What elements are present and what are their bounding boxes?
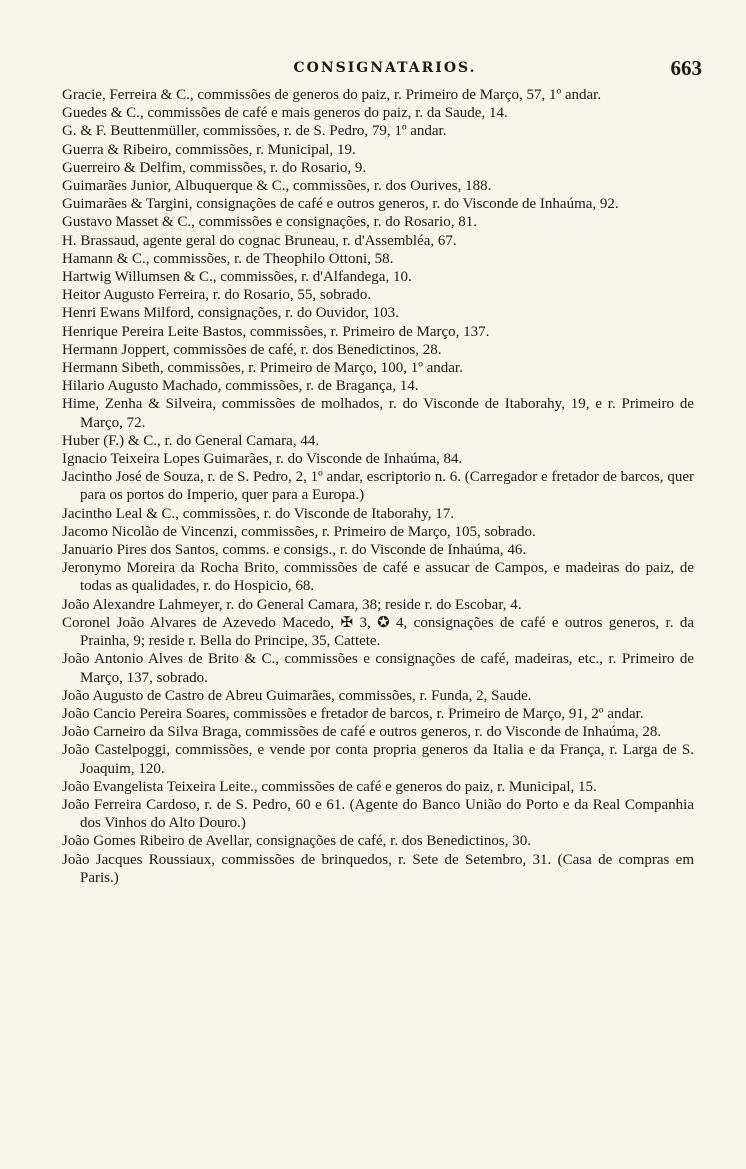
directory-entry: Hamann & C., commissões, r. de Theophilo Ottoni, 58. xyxy=(62,250,394,267)
directory-entry: Hilario Augusto Machado, commissões, r. de Bragança, 14. xyxy=(62,378,419,395)
directory-entry: Hermann Joppert, commissões de café, r. dos Benedictinos, 28. xyxy=(62,341,442,358)
directory-entry: João Antonio Alves de Brito & C., commissões e consignações de café, madeiras, etc., r. Primeiro de Março, 137, sobrado. xyxy=(62,651,694,686)
directory-entry: João Gomes Ribeiro de Avellar, consignações de café, r. dos Benedictinos, 30. xyxy=(62,833,531,850)
directory-entry: Huber (F.) & C., r. do General Camara, 44. xyxy=(62,432,320,449)
directory-entry: Jacintho José de Souza, r. de S. Pedro, 2, 1º andar, escriptorio n. 6. (Carregador e fretador de barcos, quer para os portos do Imperio, quer para a Europa.) xyxy=(62,469,694,504)
directory-entry: Januario Pires dos Santos, comms. e consigs., r. do Visconde de Inhaúma, 46. xyxy=(62,542,527,559)
directory-entry: Heitor Augusto Ferreira, r. do Rosario, 55, sobrado. xyxy=(62,287,372,304)
directory-entry: Guerreiro & Delfim, commissões, r. do Rosario, 9. xyxy=(62,159,367,176)
directory-entry: Coronel João Alvares de Azevedo Macedo, ✠ 3, ✪ 4, consignações de café e outros generos, r. da Prainha, 9; reside r. Bella do Principe, 35, Cattete. xyxy=(62,614,694,650)
directory-entry: Henrique Pereira Leite Bastos, commissões, r. Primeiro de Março, 137. xyxy=(62,323,490,340)
directory-entry: H. Brassaud, agente geral do cognac Bruneau, r. d'Assembléa, 67. xyxy=(62,232,457,249)
directory-entry: Jacomo Nicolão de Vincenzi, commissões, r. Primeiro de Março, 105, sobrado. xyxy=(62,523,536,540)
directory-entry: João Alexandre Lahmeyer, r. do General Camara, 38; reside r. do Escobar, 4. xyxy=(62,596,522,613)
directory-entry: Ignacio Teixeira Lopes Guimarães, r. do Visconde de Inhaúma, 84. xyxy=(62,451,463,468)
directory-entry: Hermann Sibeth, commissões, r. Primeiro de Março, 100, 1º andar. xyxy=(62,360,463,377)
page-header xyxy=(60,56,710,86)
directory-entry: Jacintho Leal & C., commissões, r. do Visconde de Itaborahy, 17. xyxy=(62,505,454,522)
directory-entry: João Jacques Roussiaux, commissões de brinquedos, r. Sete de Setembro, 31. (Casa de compras em Paris.) xyxy=(62,851,694,886)
directory-entry: Guimarães Junior, Albuquerque & C., commissões, r. dos Ourives, 188. xyxy=(62,178,492,195)
directory-entry: João Augusto de Castro de Abreu Guimarães, commissões, r. Funda, 2, Saude. xyxy=(62,687,532,704)
directory-entry: Henri Ewans Milford, consignações, r. do Ouvidor, 103. xyxy=(62,305,399,322)
entry-list xyxy=(62,86,694,887)
directory-entry: João Castelpoggi, commissões, e vende por conta propria generos da Italia e da França, r. Larga de S. Joaquim, 120. xyxy=(62,742,694,777)
directory-entry: João Ferreira Cardoso, r. de S. Pedro, 60 e 61. (Agente do Banco União do Porto e da Real Companhia dos Vinhos do Alto Douro.) xyxy=(62,796,694,832)
directory-entry: Jeronymo Moreira da Rocha Brito, commissões de café e assucar de Campos, e madeiras do paiz, de todas as qualidades, r. do Hospicio, 68. xyxy=(62,560,694,595)
page-number: 663 xyxy=(670,56,702,80)
directory-entry: Guedes & C., commissões de café e mais generos do paiz, r. da Saude, 14. xyxy=(62,105,508,122)
page-title: CONSIGNATARIOS. xyxy=(293,60,477,76)
directory-entry: João Carneiro da Silva Braga, commissões de café e outros generos, r. do Visconde de Inhaúma, 28. xyxy=(62,724,662,741)
directory-entry: Gracie, Ferreira & C., commissões de generos do paiz, r. Primeiro de Março, 57, 1º andar. xyxy=(62,87,602,103)
directory-entry: Gustavo Masset & C., commissões e consignações, r. do Rosario, 81. xyxy=(62,214,477,231)
directory-entry: João Evangelista Teixeira Leite., commissões de café e generos do paiz, r. Municipal, 15. xyxy=(62,778,597,795)
directory-entry: João Cancio Pereira Soares, commissões e fretador de barcos, r. Primeiro de Março, 91, 2º andar. xyxy=(62,705,644,722)
directory-entry: Hartwig Willumsen & C., commissões, r. d'Alfandega, 10. xyxy=(62,269,412,286)
directory-entry: Guerra & Ribeiro, commissões, r. Municipal, 19. xyxy=(62,141,356,158)
directory-entry: G. & F. Beuttenmüller, commissões, r. de S. Pedro, 79, 1º andar. xyxy=(62,123,447,140)
directory-entry: Guimarães & Targini, consignações de café e outros generos, r. do Visconde de Inhaúma, 92. xyxy=(62,196,619,213)
directory-entry: Hime, Zenha & Silveira, commissões de molhados, r. do Visconde de Itaborahy, 19, e r. Primeiro de Março, 72. xyxy=(62,396,694,431)
